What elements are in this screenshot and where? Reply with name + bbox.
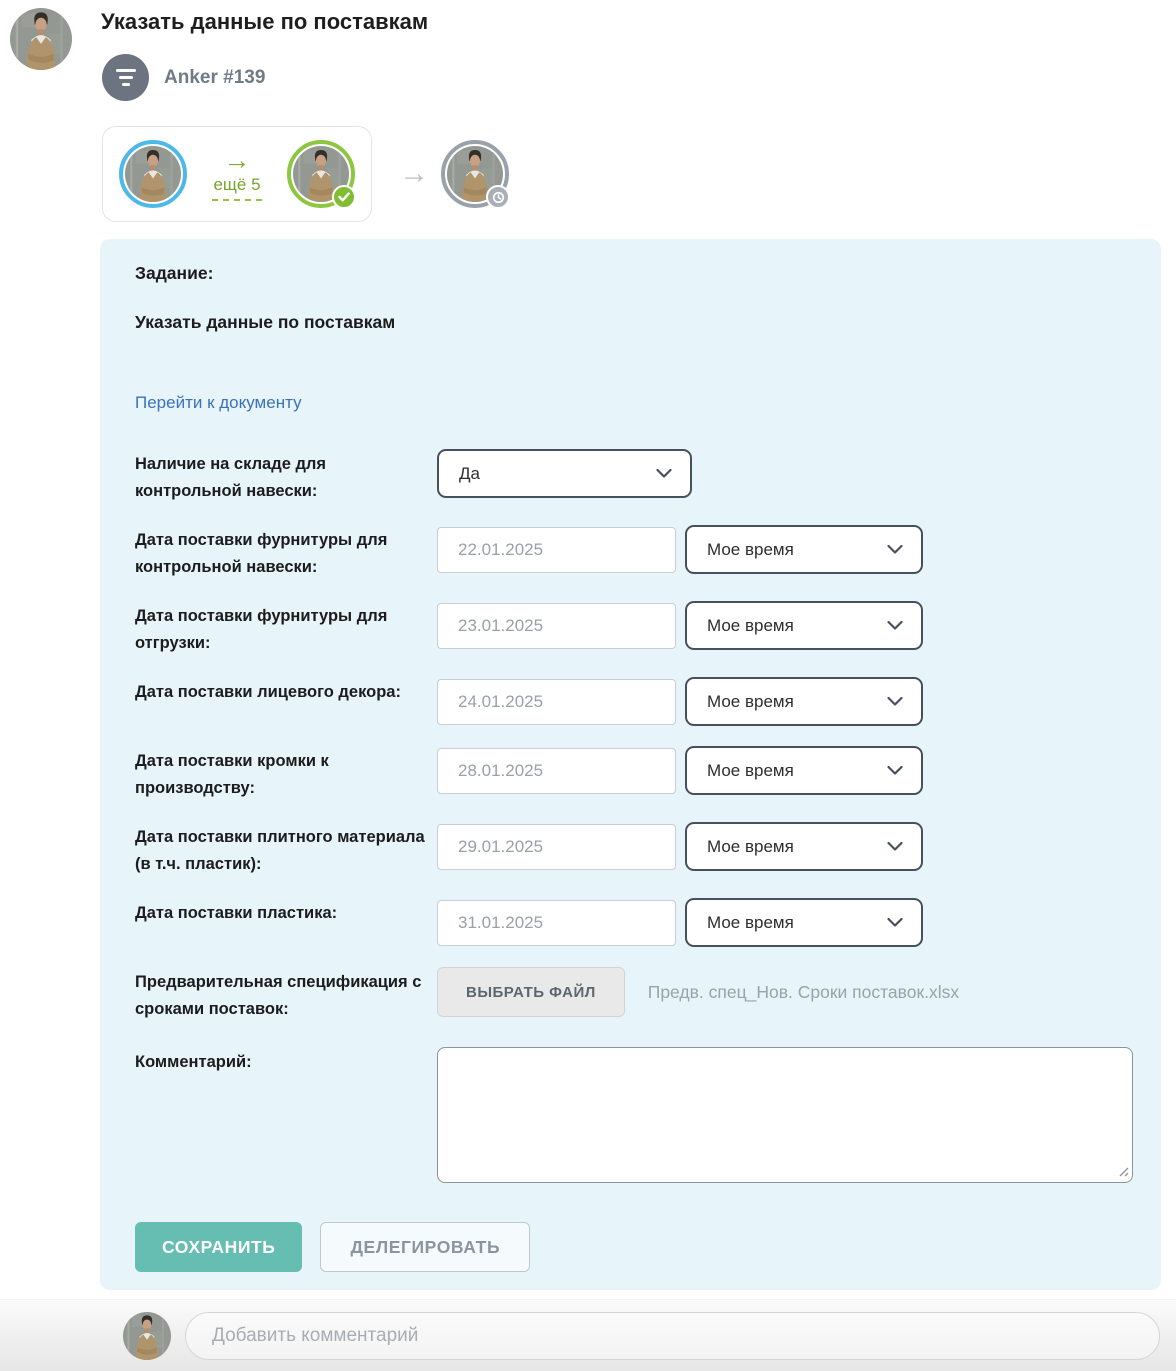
date-input[interactable] bbox=[437, 748, 676, 794]
field-label: Дата поставки фурнитуры для отгрузки: bbox=[135, 607, 388, 652]
field-label: Дата поставки лицевого декора: bbox=[135, 683, 401, 701]
chevron-down-icon bbox=[887, 621, 903, 630]
document-link[interactable]: Перейти к документу bbox=[135, 393, 302, 412]
timezone-select-value: Мое время bbox=[707, 691, 794, 711]
clock-icon bbox=[486, 185, 510, 209]
task-form-panel bbox=[100, 239, 1161, 1290]
task-ref-row bbox=[102, 54, 1176, 101]
form-actions bbox=[135, 1222, 1126, 1272]
filter-icon bbox=[116, 69, 136, 87]
more-steps bbox=[201, 147, 273, 201]
field-row-date bbox=[135, 677, 1126, 726]
date-input[interactable] bbox=[437, 900, 676, 946]
field-label: Наличие на складе для контрольной навески: bbox=[135, 455, 327, 500]
timezone-select-value: Мое время bbox=[707, 912, 794, 932]
field-label: Комментарий: bbox=[135, 1053, 252, 1071]
timezone-select[interactable] bbox=[685, 601, 923, 650]
field-row-comment bbox=[135, 1047, 1126, 1183]
delegate-button[interactable]: ДЕЛЕГИРОВАТЬ bbox=[320, 1222, 530, 1272]
assignee-avatar-done[interactable] bbox=[287, 140, 355, 208]
more-steps-link[interactable]: ещё 5 bbox=[212, 175, 261, 201]
date-input[interactable] bbox=[437, 679, 676, 725]
author-avatar[interactable] bbox=[10, 8, 72, 70]
chevron-down-icon bbox=[656, 469, 672, 478]
timezone-select-value: Мое время bbox=[707, 539, 794, 559]
field-label: Дата поставки пластика: bbox=[135, 904, 338, 922]
assignee-avatar-active[interactable] bbox=[119, 140, 187, 208]
field-label: Предварительная спецификация с сроками поставок: bbox=[135, 973, 422, 1018]
attached-file-name[interactable]: Предв. спец_Нов. Сроки поставок.xlsx bbox=[647, 981, 960, 1002]
field-label: Дата поставки кромки к производству: bbox=[135, 752, 329, 797]
assignee-avatar-pending[interactable] bbox=[441, 140, 509, 208]
workflow-steps bbox=[102, 126, 1176, 222]
page-title: Указать данные по поставкам bbox=[101, 9, 429, 34]
timezone-select[interactable] bbox=[685, 746, 923, 795]
filter-button[interactable] bbox=[102, 54, 149, 101]
comment-bar bbox=[0, 1299, 1176, 1371]
task-label: Задание: bbox=[135, 263, 214, 283]
workflow-current-stage bbox=[102, 126, 372, 222]
task-header bbox=[0, 0, 1176, 222]
availability-select-value: Да bbox=[459, 463, 480, 483]
availability-select[interactable] bbox=[437, 449, 692, 498]
timezone-select[interactable] bbox=[685, 677, 923, 726]
chevron-down-icon bbox=[887, 842, 903, 851]
choose-file-button[interactable]: ВЫБРАТЬ ФАЙЛ bbox=[437, 967, 625, 1017]
field-row-date bbox=[135, 525, 1126, 581]
date-input[interactable] bbox=[437, 824, 676, 870]
task-text: Указать данные по поставкам bbox=[135, 312, 396, 332]
arrow-right-icon: → bbox=[223, 145, 251, 175]
chevron-down-icon bbox=[887, 545, 903, 554]
field-row-file bbox=[135, 967, 1126, 1023]
check-icon bbox=[332, 185, 356, 209]
timezone-select[interactable] bbox=[685, 525, 923, 574]
current-user-avatar[interactable] bbox=[123, 1312, 171, 1360]
field-row-date bbox=[135, 898, 1126, 947]
timezone-select-value: Мое время bbox=[707, 615, 794, 635]
chevron-down-icon bbox=[887, 918, 903, 927]
task-reference[interactable]: Anker #139 bbox=[164, 66, 266, 88]
timezone-select[interactable] bbox=[685, 822, 923, 871]
arrow-right-icon: → bbox=[399, 157, 429, 190]
timezone-select-value: Мое время bbox=[707, 836, 794, 856]
field-row-date bbox=[135, 601, 1126, 657]
date-input[interactable] bbox=[437, 527, 676, 573]
save-button[interactable]: СОХРАНИТЬ bbox=[135, 1222, 302, 1272]
field-row-availability bbox=[135, 449, 1126, 505]
field-row-date bbox=[135, 746, 1126, 802]
timezone-select-value: Мое время bbox=[707, 760, 794, 780]
comment-textarea[interactable] bbox=[437, 1047, 1133, 1183]
add-comment-input[interactable] bbox=[185, 1312, 1160, 1360]
chevron-down-icon bbox=[887, 766, 903, 775]
timezone-select[interactable] bbox=[685, 898, 923, 947]
chevron-down-icon bbox=[887, 697, 903, 706]
date-input[interactable] bbox=[437, 603, 676, 649]
field-label: Дата поставки фурнитуры для контрольной навески: bbox=[135, 531, 388, 576]
field-label: Дата поставки плитного материала (в т.ч. пластик): bbox=[135, 828, 425, 873]
field-row-date bbox=[135, 822, 1126, 878]
